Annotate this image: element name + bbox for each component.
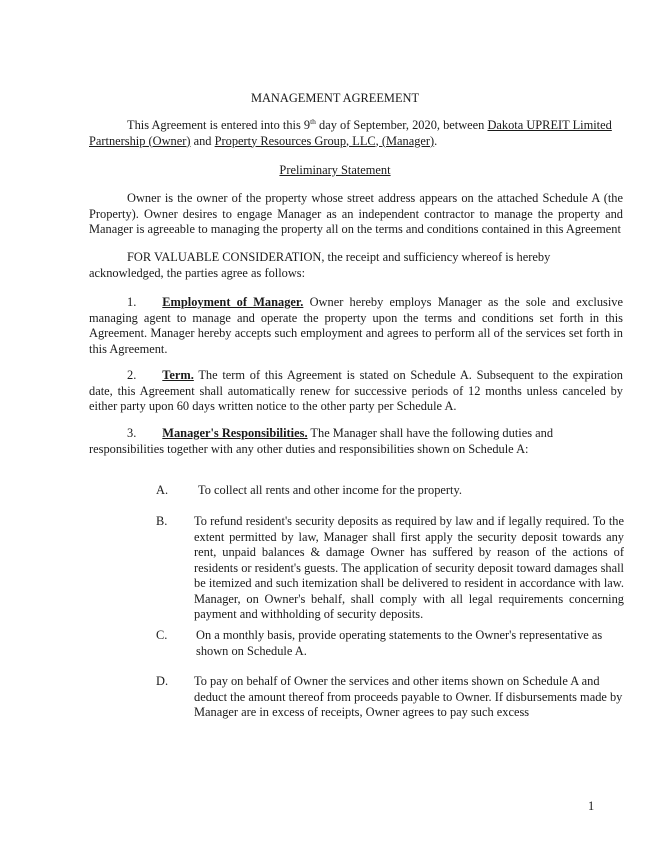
document-title: MANAGEMENT AGREEMENT [250,91,420,105]
intro-end: . [434,133,438,148]
section-3-heading: Manager's Responsibilities. [162,426,308,440]
intro-superscript: th [310,116,316,126]
intro-and: and [190,133,215,148]
item-c-text: On a monthly basis, provide operating statements to the Owner's representative as shown on Schedule A. [196,628,603,658]
preliminary-heading: Preliminary Statement [279,163,391,177]
section-1-text: Owner hereby employs Manager as the sole and exclusive managing agent to manage and operate the property upon the terms and conditions set forth in this Agreement. Manager hereby accepts such employment and agrees to perform all of the services set forth in this Agreement. [89,295,624,356]
section-3-text: The Manager shall have the following duties and responsibilities together with any other duties and responsibilities shown on Schedule A: [89,426,554,456]
item-d-letter: D. [156,674,169,688]
section-3-paragraph [89,426,569,457]
section-1-paragraph [89,295,623,357]
section-2-heading: Term. [162,368,194,382]
section-2-number: 2. [127,368,137,382]
consideration-paragraph: FOR VALUABLE CONSIDERATION, the receipt and sufficiency whereof is hereby acknowledged, the parties agree as follows: [89,250,551,280]
section-2-paragraph [89,368,623,415]
page-number: 1 [588,799,595,813]
preliminary-paragraph: Owner is the owner of the property whose street address appears on the attached Schedule A (the Property). Owner desires to engage Manager as an independent contractor to manage the property and Manager is agreeable to managing the property all on the terms and conditions contained in this Agreement [89,191,623,236]
item-b-letter: B. [156,514,168,528]
item-c-letter: C. [156,628,168,642]
owner-name: Dakota UPREIT Limited Partnership (Owner) [89,118,612,148]
item-b-text: To refund resident's security deposits as required by law and if legally required. To the extent permitted by law, Manager shall first apply the security deposit towards any rent, unpaid balances & damage Owner has suffered by reason of the actions of residents or resident's guests. The application of security deposit toward damages shall be itemized and such itemization shall be delivered to resident in accordance with law. Manager, on Owner's behalf, shall comply with all legal requirements concerning payment and withholding of security deposits. [194,514,624,621]
intro-part2: day of September, 2020, between [315,118,488,132]
intro-part1: This Agreement is entered into this 9 [127,118,311,132]
item-a-text: To collect all rents and other income for the property. [198,483,462,497]
section-2-text: The term of this Agreement is stated on Schedule A. Subsequent to the expiration date, this Agreement shall automatically renew for successive periods of 12 months unless canceled by either party upon 60 days written notice to the other party per Schedule A. [89,368,623,413]
section-1-number: 1. [127,295,137,309]
intro-paragraph [89,118,629,149]
section-3-number: 3. [127,426,137,440]
item-a-letter: A. [156,483,169,497]
item-d-text: To pay on behalf of Owner the services and other items shown on Schedule A and deduct the amount thereof from proceeds payable to Owner. If disbursements made by Manager are in excess of receipts, Owner agrees to pay such excess [194,674,623,719]
section-1-heading: Employment of Manager. [162,295,304,309]
manager-name: Property Resources Group, LLC, (Manager) [214,133,435,148]
